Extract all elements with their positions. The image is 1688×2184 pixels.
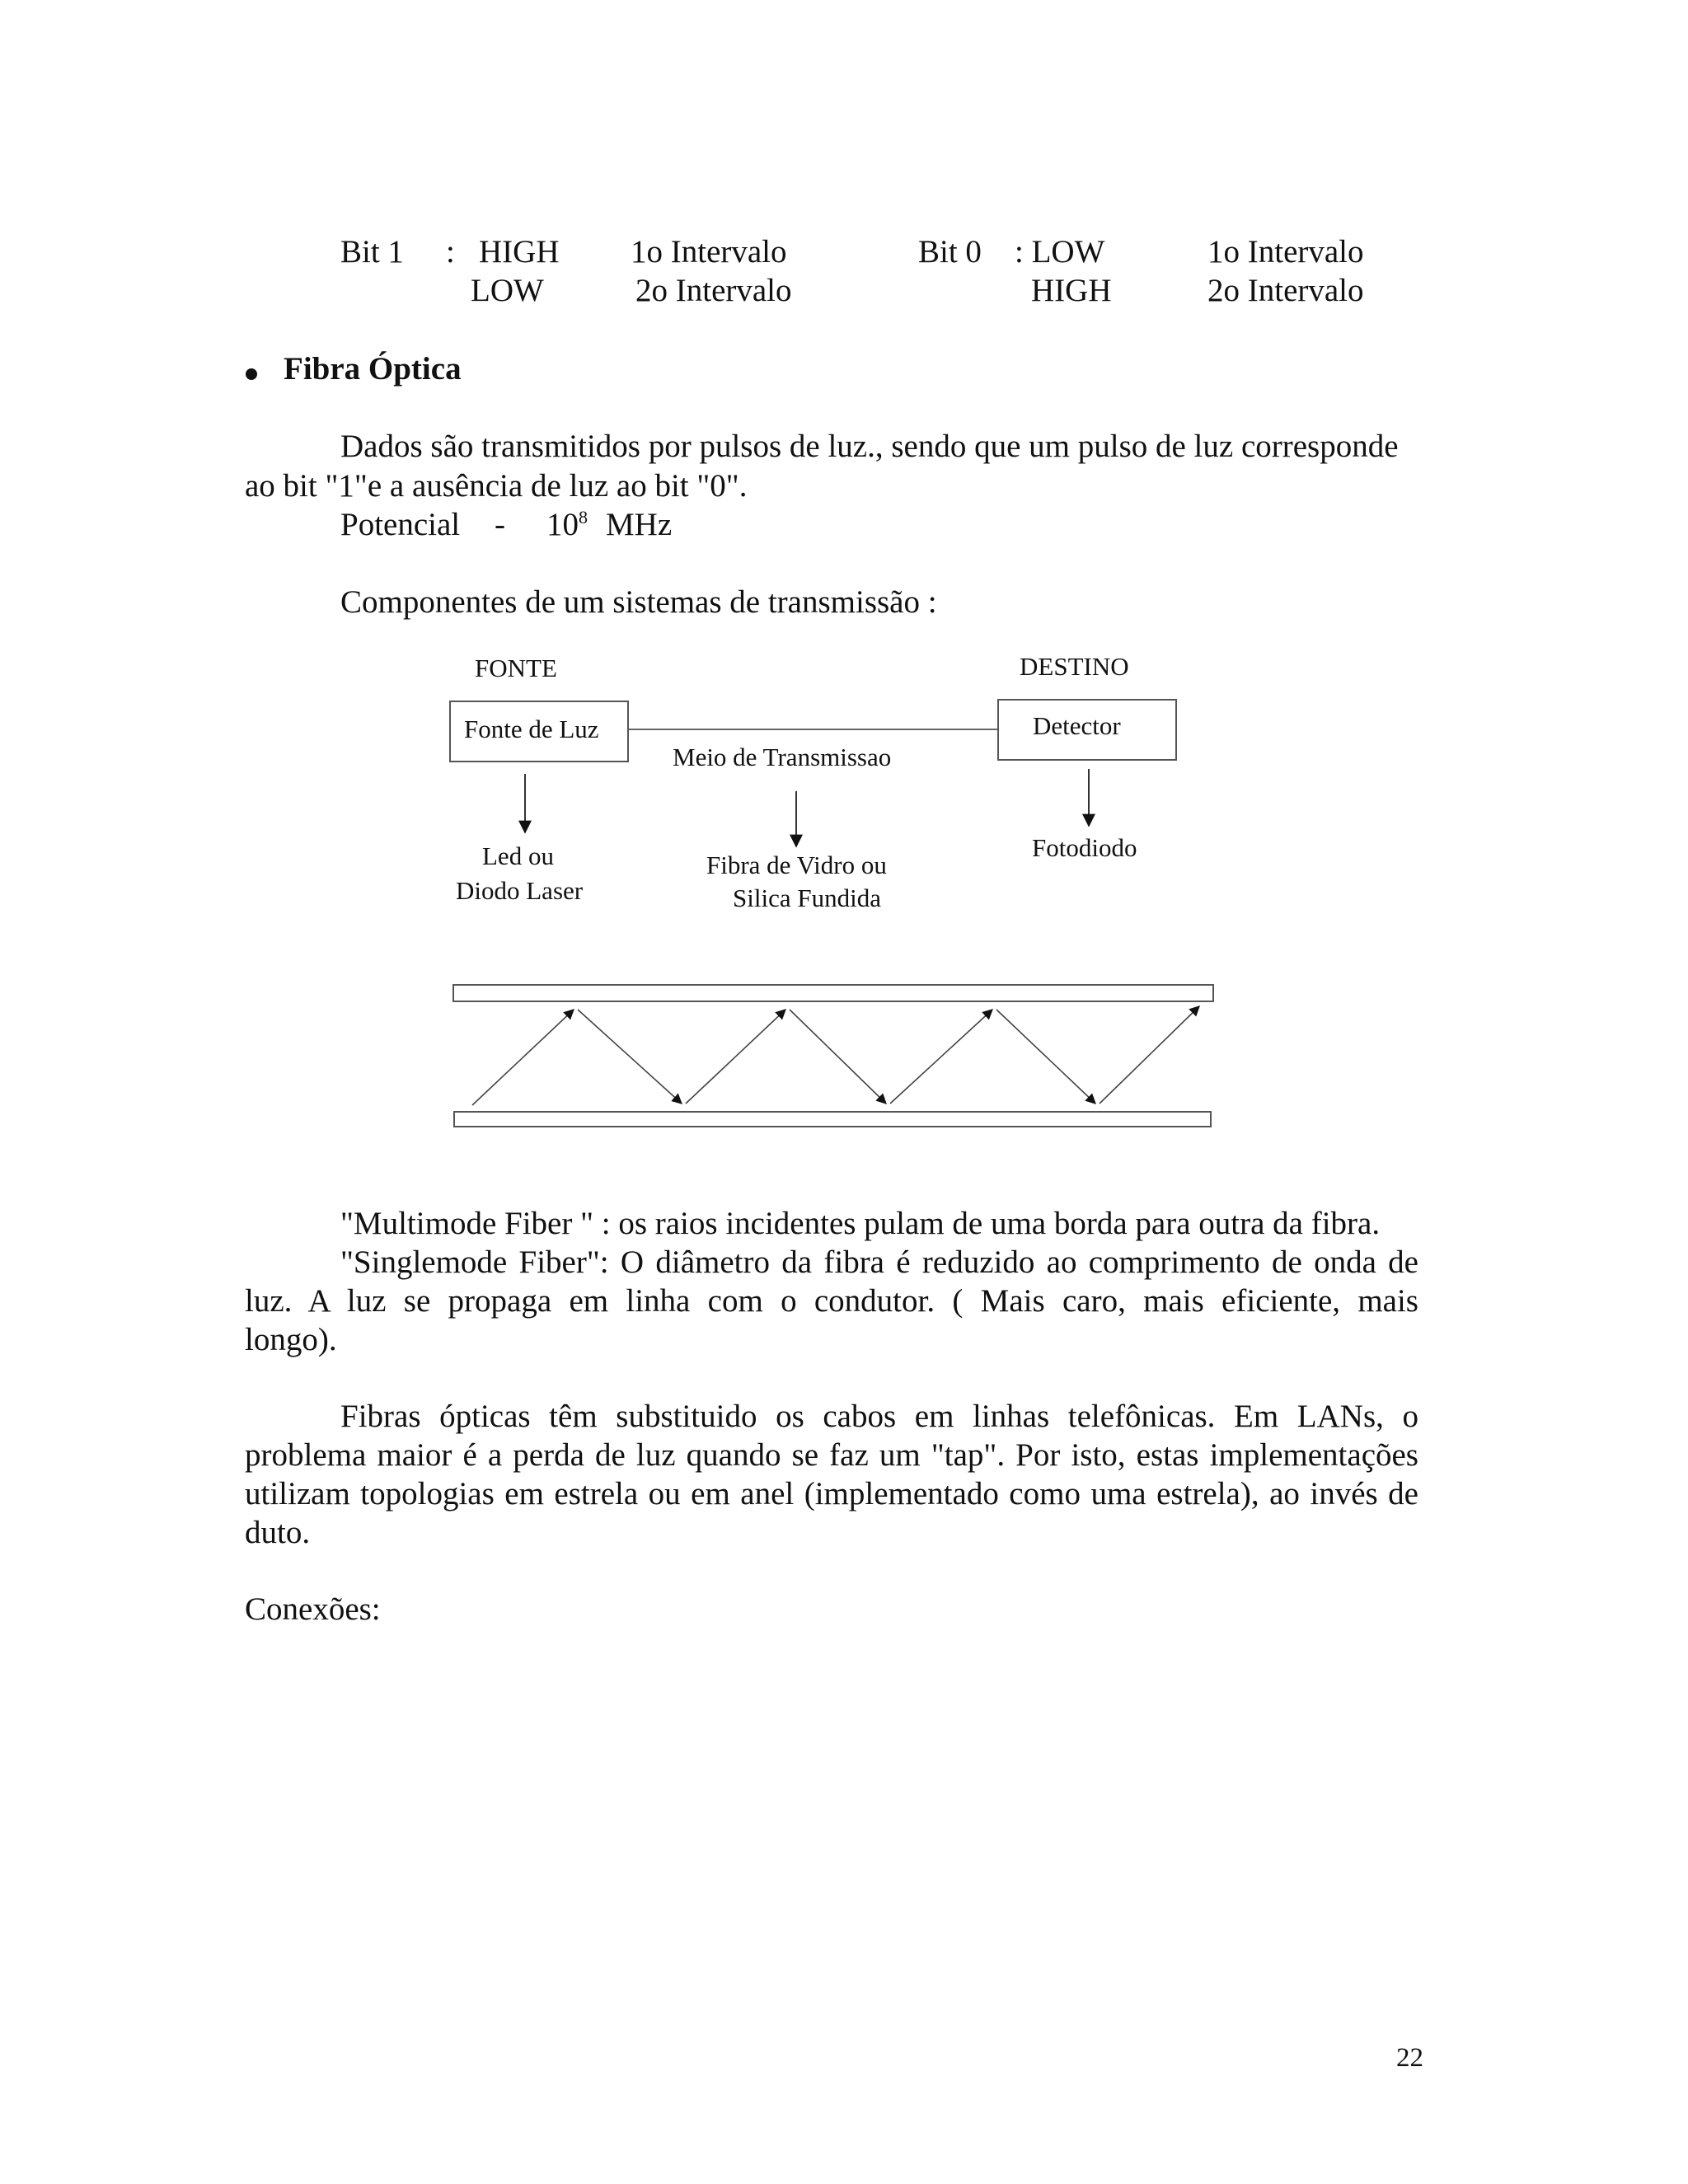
section-heading: Fibra Óptica [284, 351, 462, 387]
page-number: 22 [1396, 2043, 1423, 2073]
fonte-de-luz-label: Fonte de Luz [464, 715, 599, 743]
fibras-line1: Fibras ópticas têm substituido os cabos em linhas telefônicas. Em LANs, o [340, 1399, 1418, 1434]
singlemode-line2: luz. A luz se propaga em linha com o condutor. ( Mais caro, mais eficiente, mais [245, 1283, 1418, 1319]
multimode-line: "Multimode Fiber " : os raios incidentes pulam de uma borda para outra da fibra. [340, 1206, 1381, 1241]
meio-transmissao-label: Meio de Transmissao [673, 743, 892, 771]
diodo-laser-label: Diodo Laser [456, 876, 584, 905]
bit1-interval1: 1o Intervalo [631, 234, 787, 269]
light-ray-path [472, 1006, 1199, 1105]
bit1-high: HIGH [479, 234, 560, 269]
bit1-interval2: 2o Intervalo [635, 273, 792, 308]
detector-box [997, 699, 1177, 761]
silica-fundida-label: Silica Fundida [733, 883, 881, 912]
fotodiodo-label: Fotodiodo [1032, 833, 1137, 862]
led-label: Led ou [482, 841, 554, 870]
ray-segment [578, 1010, 682, 1104]
fonte-header: FONTE [475, 654, 557, 682]
ray-segment [996, 1010, 1095, 1104]
para1-line1: Dados são transmitidos por pulsos de luz., sendo que um pulso de luz corresponde [340, 429, 1399, 464]
potencial-unit: MHz [606, 507, 673, 542]
ray-segment [472, 1010, 574, 1105]
potencial-base: 10 [546, 507, 579, 542]
bit1-label: Bit 1 [340, 234, 404, 269]
conexoes-label: Conexões: [245, 1591, 381, 1627]
ray-segment [890, 1010, 992, 1104]
bit0-interval2: 2o Intervalo [1207, 273, 1364, 308]
bit0-label: Bit 0 [918, 234, 982, 269]
componentes-line: Componentes de um sistemas de transmissão : [340, 584, 937, 620]
para1-line2: ao bit "1"e a ausência de luz ao bit "0". [245, 468, 748, 504]
ray-segment [1100, 1006, 1199, 1104]
potencial-dash: - [495, 507, 505, 542]
fibra-vidro-label: Fibra de Vidro ou [706, 851, 887, 879]
fiber-bottom-wall [454, 1112, 1211, 1127]
ray-segment [790, 1010, 886, 1104]
destino-header: DESTINO [1020, 652, 1129, 681]
bit0-low: : LOW [1015, 234, 1105, 269]
bit0-high: HIGH [1031, 273, 1112, 308]
potencial-exponent: 8 [579, 507, 588, 527]
singlemode-line1: "Singlemode Fiber": O diâmetro da fibra é reduzido ao comprimento de onda de [340, 1244, 1418, 1280]
bit1-colon: : [446, 234, 455, 269]
bit0-interval1: 1o Intervalo [1207, 234, 1364, 269]
fibras-line2: problema maior é a perda de luz quando se faz um "tap". Por isto, estas implementações [245, 1437, 1418, 1473]
detector-label: Detector [1033, 711, 1121, 740]
fiber-top-wall [453, 985, 1213, 1001]
fibras-line3: utilizam topologias em estrela ou em anel (implementado como uma estrela), ao invés de [245, 1476, 1418, 1511]
fibras-line4: duto. [245, 1515, 311, 1550]
potencial-label: Potencial [340, 507, 461, 542]
fonte-de-luz-box [449, 701, 629, 762]
bit1-low: LOW [471, 273, 544, 308]
ray-segment [686, 1010, 785, 1104]
singlemode-line3: longo). [245, 1322, 337, 1357]
